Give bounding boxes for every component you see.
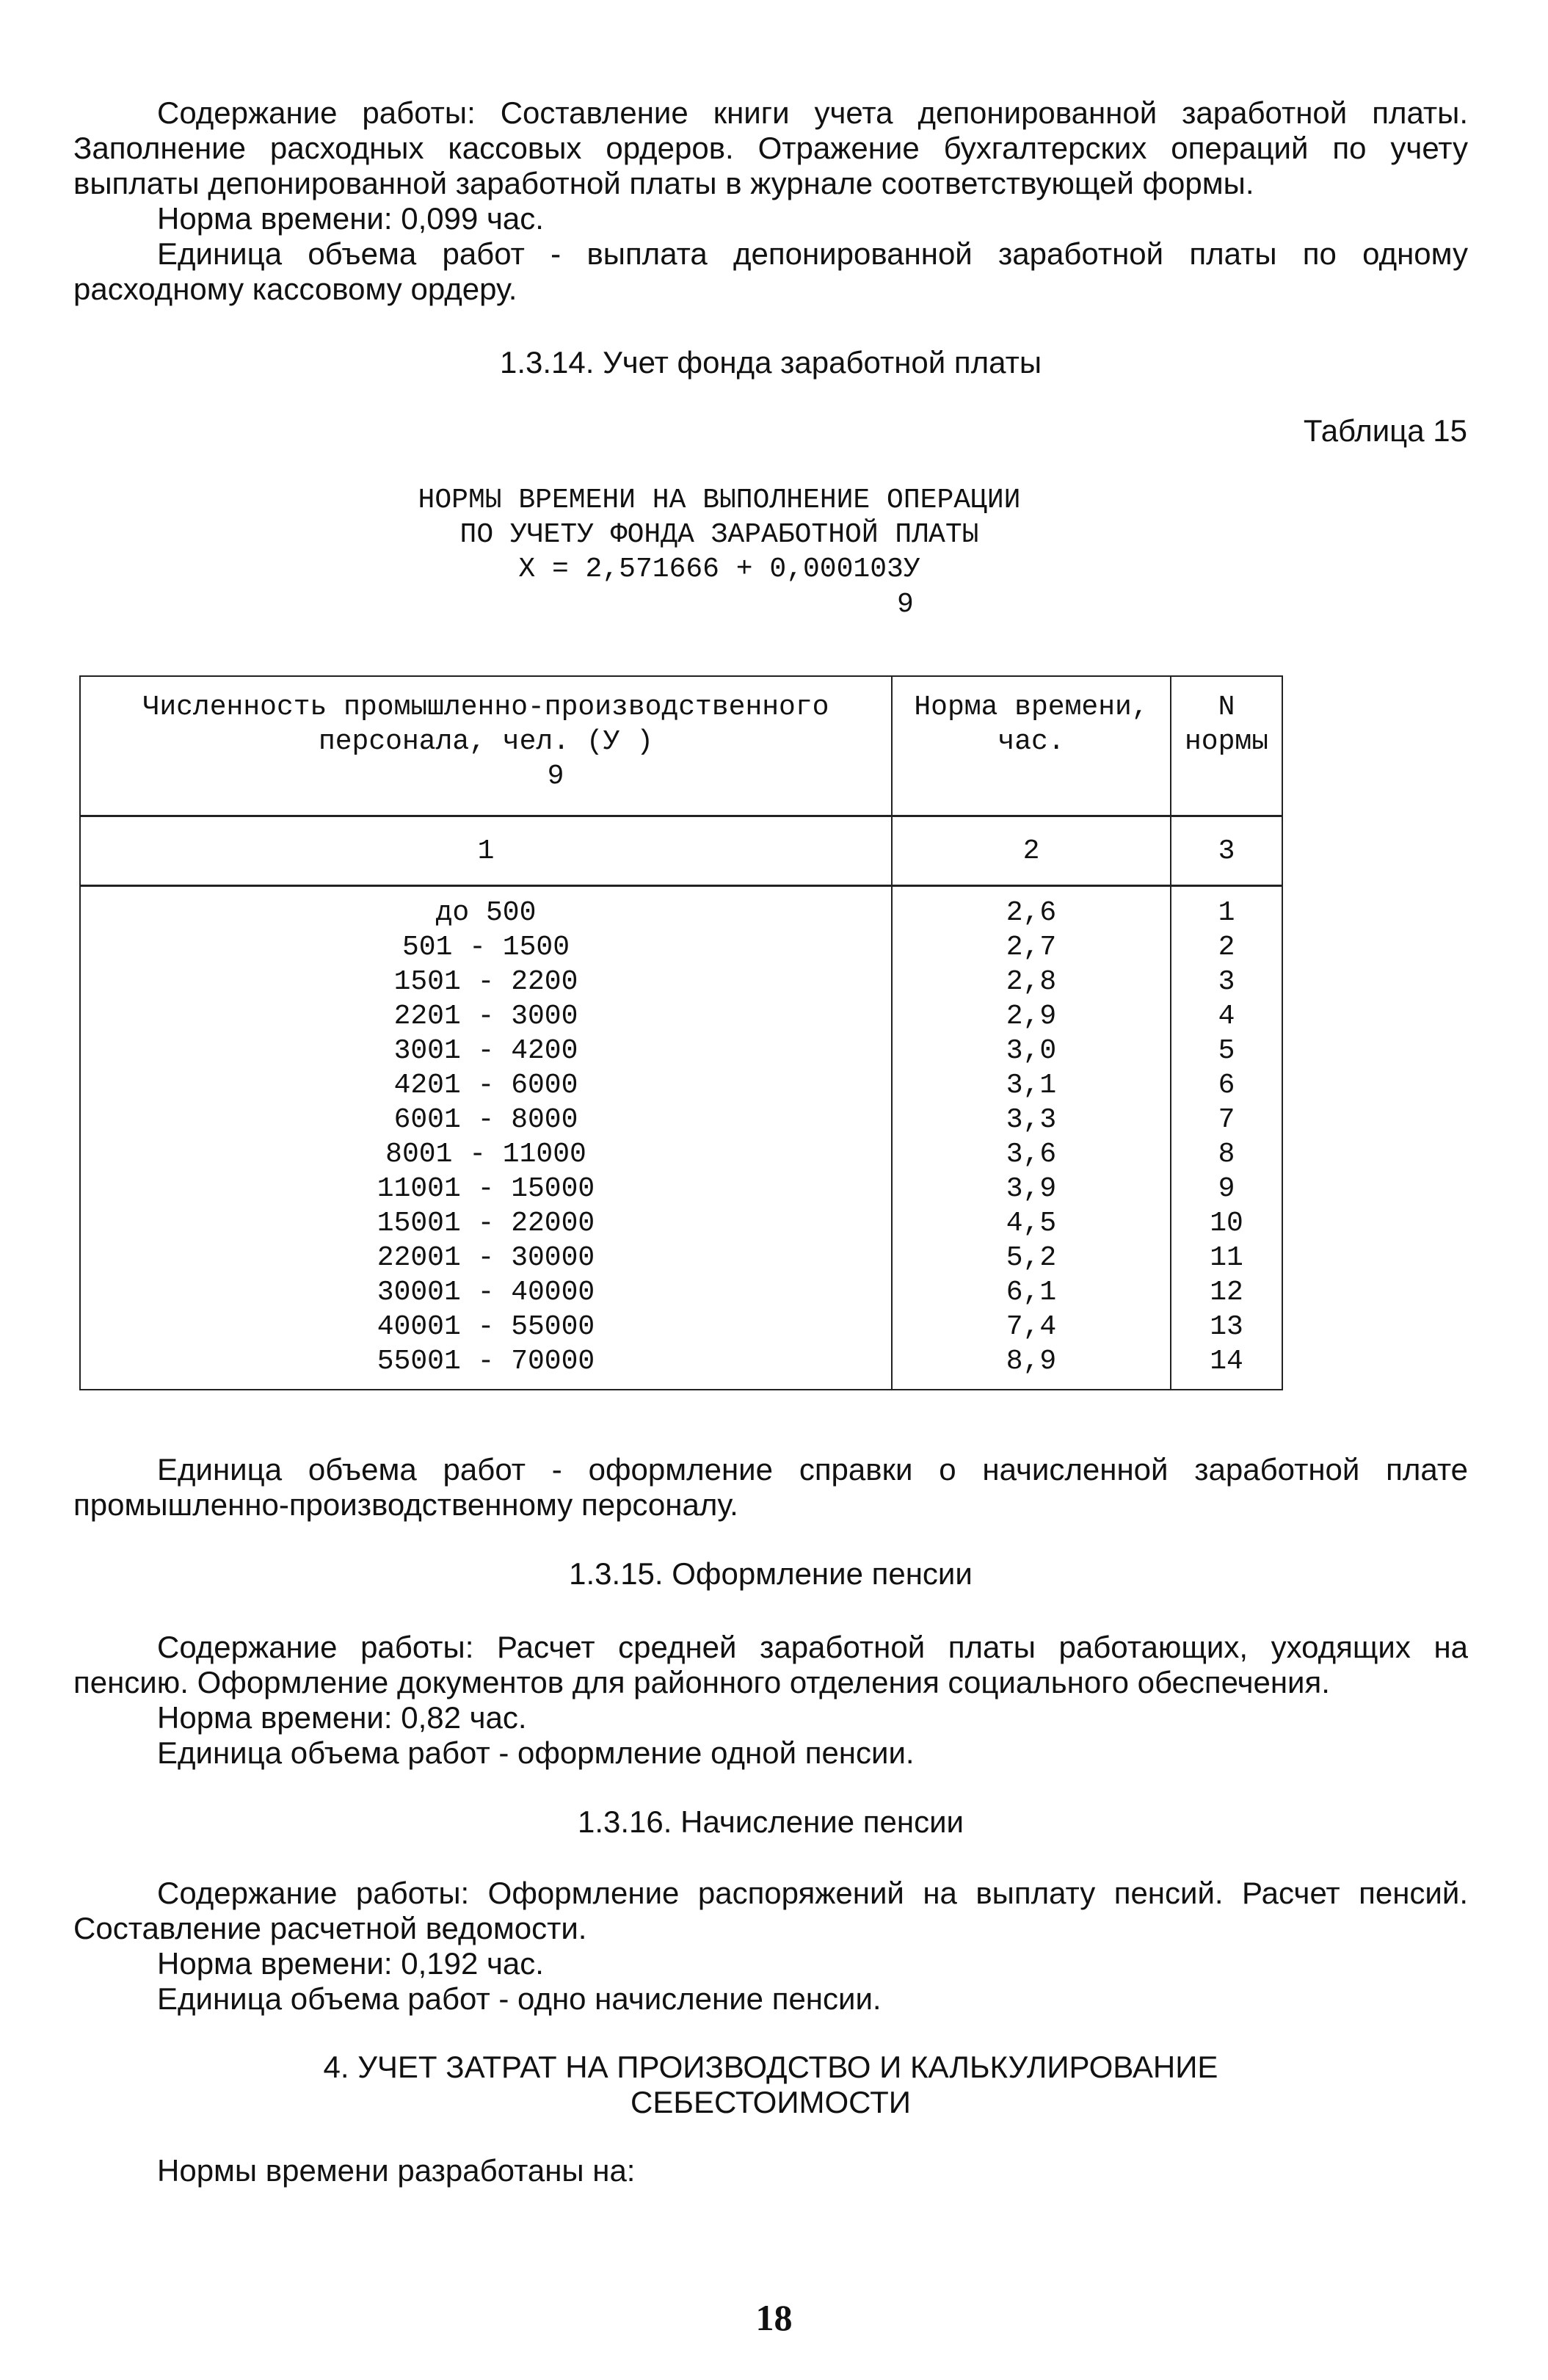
- header-col2-line1: Норма времени,: [914, 692, 1149, 723]
- header-col3: [1171, 676, 1282, 816]
- col-number-3: 3: [1171, 816, 1282, 886]
- row-norm: 8,9: [1006, 1346, 1057, 1377]
- row-n: 1: [1218, 897, 1235, 929]
- row-n: 3: [1218, 966, 1235, 998]
- row-range: 1501 - 2200: [393, 966, 578, 998]
- header-col3-line2: нормы: [1184, 726, 1269, 758]
- page-number: 18: [755, 2297, 793, 2338]
- row-range: 30001 - 40000: [377, 1277, 595, 1308]
- row-norm: 3,3: [1006, 1104, 1057, 1136]
- section-1-3-14-heading: 1.3.14. Учет фонда заработной платы: [499, 345, 1042, 380]
- formula-subscript: 9: [897, 589, 914, 620]
- norms-column: [892, 886, 1171, 1390]
- section-1-3-16-block: [73, 1876, 1468, 2017]
- col-number-1: 1: [80, 816, 892, 886]
- header-col2: [892, 676, 1171, 816]
- row-norm: 2,7: [1006, 932, 1057, 963]
- header-col1: [80, 676, 892, 816]
- intro-content: Содержание работы: Составление книги учета депонированной заработной платы. Заполнение расходных кассовых ордеров. Отражение бухгалтерских операций по учету выплаты депонированной заработной платы в журнале соответствующей формы.: [73, 95, 1468, 200]
- row-norm: 2,8: [1006, 966, 1057, 998]
- norms-table: [79, 675, 1283, 1390]
- row-n: 6: [1218, 1070, 1235, 1101]
- row-norm: 2,6: [1006, 897, 1057, 929]
- header-col3-line1: N: [1218, 692, 1235, 723]
- row-range: 6001 - 8000: [393, 1104, 578, 1136]
- section-1-3-16-norm: Норма времени: 0,192 час.: [157, 1946, 544, 1981]
- row-n: 14: [1210, 1346, 1243, 1377]
- section-1-3-15-block: [73, 1630, 1468, 1771]
- section-4-intro: Нормы времени разработаны на:: [157, 2153, 636, 2188]
- row-range: 501 - 1500: [401, 932, 570, 963]
- row-n: 7: [1218, 1104, 1235, 1136]
- section-1-3-15-norm: Норма времени: 0,82 час.: [157, 1700, 527, 1735]
- row-n: 9: [1218, 1173, 1235, 1205]
- table-caption: Таблица 15: [1303, 413, 1467, 448]
- n-column: [1171, 886, 1282, 1390]
- row-range: 15001 - 22000: [377, 1208, 595, 1239]
- intro-norm: Норма времени: 0,099 час.: [157, 201, 544, 236]
- header-col1-line1: Численность промышленно-производственного: [142, 692, 829, 723]
- row-range: 2201 - 3000: [393, 1001, 578, 1032]
- section-1-3-15-unit: Единица объема работ - оформление одной пенсии.: [157, 1735, 915, 1770]
- row-norm: 3,1: [1006, 1070, 1057, 1101]
- row-n: 10: [1210, 1208, 1243, 1239]
- row-range: 8001 - 11000: [385, 1139, 586, 1170]
- norms-title-line1: НОРМЫ ВРЕМЕНИ НА ВЫПОЛНЕНИЕ ОПЕРАЦИИ: [418, 485, 1021, 516]
- row-n: 12: [1210, 1277, 1243, 1308]
- section-1-3-15-heading: 1.3.15. Оформление пенсии: [569, 1556, 973, 1591]
- row-n: 5: [1218, 1035, 1235, 1067]
- intro-unit: Единица объема работ - выплата депонированной заработной платы по одному расходному кассовому ордеру.: [73, 236, 1468, 306]
- section-1-3-16-unit: Единица объема работ - одно начисление пенсии.: [157, 1981, 882, 2016]
- section-1-3-15-content: Содержание работы: Расчет средней заработной платы работающих, уходящих на пенсию. Оформление документов для районного отделения социального обеспечения.: [73, 1630, 1468, 1699]
- row-norm: 3,6: [1006, 1139, 1057, 1170]
- section-1-3-16-content: Содержание работы: Оформление распоряжений на выплату пенсий. Расчет пенсий. Составление расчетной ведомости.: [73, 1876, 1468, 1945]
- header-col2-line2: час.: [998, 726, 1065, 758]
- norms-title-line2: ПО УЧЕТУ ФОНДА ЗАРАБОТНОЙ ПЛАТЫ: [459, 519, 979, 551]
- row-range: 4201 - 6000: [393, 1070, 578, 1101]
- header-col1-subscript: 9: [547, 761, 564, 792]
- row-n: 2: [1218, 932, 1235, 963]
- row-norm: 7,4: [1006, 1311, 1057, 1343]
- section-1-3-16-heading: 1.3.16. Начисление пенсии: [578, 1804, 964, 1839]
- row-norm: 2,9: [1006, 1001, 1057, 1032]
- section-4-heading-line2: СЕБЕСТОИМОСТИ: [631, 2085, 911, 2119]
- row-norm: 3,0: [1006, 1035, 1057, 1067]
- row-norm: 3,9: [1006, 1173, 1057, 1205]
- col-number-2: 2: [892, 816, 1171, 886]
- ranges-column: [80, 886, 892, 1390]
- row-norm: 4,5: [1006, 1208, 1057, 1239]
- row-norm: 6,1: [1006, 1277, 1057, 1308]
- row-range: 55001 - 70000: [377, 1346, 595, 1377]
- row-n: 8: [1218, 1139, 1235, 1170]
- section-4-heading-line1: 4. УЧЕТ ЗАТРАТ НА ПРОИЗВОДСТВО И КАЛЬКУЛИРОВАНИЕ: [323, 2050, 1218, 2084]
- row-range: 22001 - 30000: [377, 1242, 595, 1274]
- intro-block: [73, 95, 1468, 307]
- section-1-3-14-unit: Единица объема работ - оформление справки о начисленной заработной плате промышленно-производственному персоналу.: [73, 1452, 1468, 1522]
- row-n: 4: [1218, 1001, 1235, 1032]
- row-range: 11001 - 15000: [377, 1173, 595, 1205]
- row-range: 3001 - 4200: [393, 1035, 578, 1067]
- row-range: до 500: [435, 897, 537, 929]
- row-n: 13: [1210, 1311, 1243, 1343]
- row-n: 11: [1210, 1242, 1243, 1274]
- formula: X = 2,571666 + 0,000103У: [518, 554, 920, 585]
- row-norm: 5,2: [1006, 1242, 1057, 1274]
- row-range: 40001 - 55000: [377, 1311, 595, 1343]
- header-col1-line2: персонала, чел. (У ): [318, 726, 654, 758]
